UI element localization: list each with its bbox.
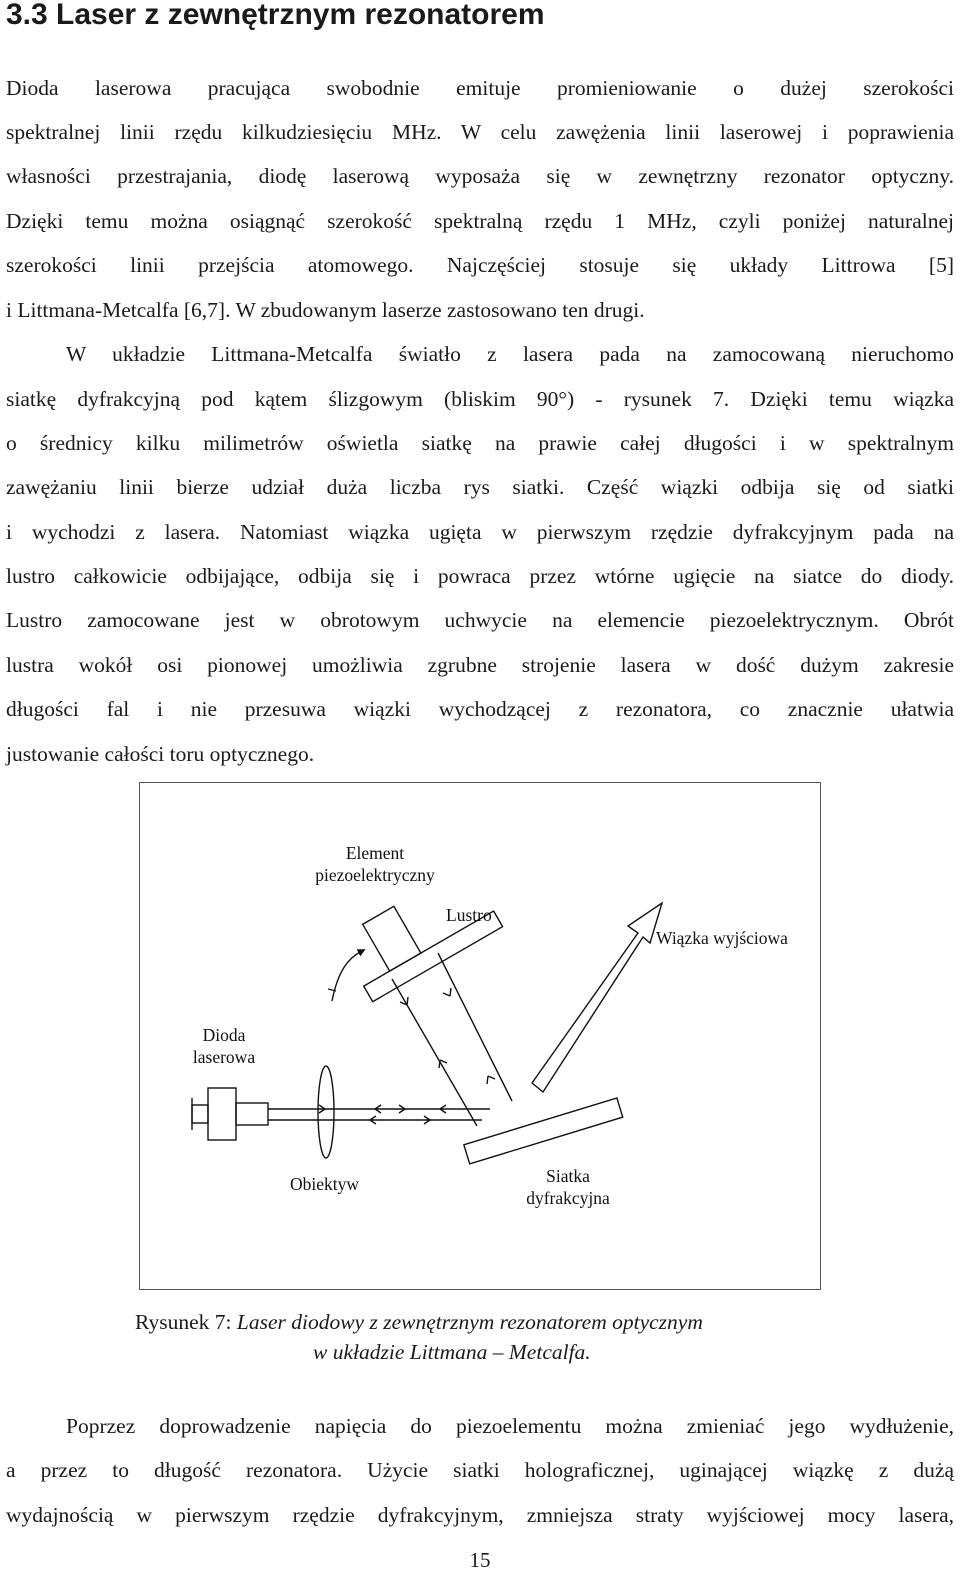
paragraph-2-line: lustra wokół osi pionowej umożliwia zgrubne strojenie lasera w dość dużym zakresie bbox=[6, 653, 954, 677]
figure-caption bbox=[135, 1309, 703, 1335]
piezo-element bbox=[363, 906, 421, 971]
label-element bbox=[291, 842, 459, 886]
caption-text-2: w układzie Littmana – Metcalfa. bbox=[313, 1340, 591, 1364]
label-grating bbox=[514, 1165, 622, 1209]
laser-diode bbox=[192, 1088, 268, 1140]
paragraph-2-line: o średnicy kilku milimetrów oświetla siatkę na prawie całej długości i w spektralnym bbox=[6, 431, 954, 455]
paragraph-1-line: spektralnej linii rzędu kilkudziesięciu MHz. W celu zawężenia linii laserowej i poprawienia bbox=[6, 120, 954, 144]
paragraph-1-line: Dzięki temu można osiągnąć szerokość spektralną rzędu 1 MHz, czyli poniżej naturalnej bbox=[6, 209, 954, 233]
label-diode bbox=[180, 1024, 268, 1068]
label-mirror: Lustro bbox=[446, 905, 492, 925]
figure-caption-line2 bbox=[313, 1339, 591, 1365]
paragraph-2-line: Lustro zamocowane jest w obrotowym uchwycie na elemencie piezoelektrycznym. Obrót bbox=[6, 608, 954, 632]
label-output-beam: Wiązka wyjściowa bbox=[656, 928, 788, 948]
paragraph-3-line: a przez to długość rezonatora. Użycie siatki holograficznej, uginającej wiązkę z dużą bbox=[6, 1458, 954, 1482]
label-grating-line2: dyfrakcyjna bbox=[526, 1188, 610, 1208]
paragraph-3-line: wydajnością w pierwszym rzędzie dyfrakcyjnym, zmniejsza straty wyjściowej mocy lasera, bbox=[6, 1503, 954, 1527]
figure-laser-setup bbox=[139, 782, 821, 1290]
label-objective: Obiektyw bbox=[290, 1174, 360, 1194]
paragraph-2-line: justowanie całości toru optycznego. bbox=[6, 742, 315, 766]
paragraph-2-line: siatkę dyfrakcyjną pod kątem ślizgowym (bliskim 90°) - rysunek 7. Dzięki temu wiązka bbox=[6, 387, 954, 411]
label-grating-line1: Siatka bbox=[546, 1166, 590, 1186]
paragraph-2-line: lustro całkowicie odbijające, odbija się i powraca przez wtórne ugięcie na siatce do diody. bbox=[6, 564, 954, 588]
output-beam bbox=[532, 903, 662, 1092]
paragraph-1-line: szerokości linii przejścia atomowego. Najczęściej stosuje się układy Littrowa [5] bbox=[6, 253, 954, 277]
diffraction-grating bbox=[464, 1098, 623, 1164]
rotation-arrow bbox=[332, 951, 362, 1001]
diode-beam bbox=[268, 1105, 490, 1124]
label-diode-line1: Dioda bbox=[202, 1025, 246, 1045]
paragraph-2-line: zawężaniu linii bierze udział duża liczba rys siatki. Część wiązki odbija się od siatki bbox=[6, 475, 954, 499]
page-number: 15 bbox=[469, 1548, 491, 1572]
paragraph-2-line: W układzie Littmana-Metcalfa światło z lasera pada na zamocowaną nieruchomo bbox=[66, 342, 954, 366]
label-element-line2: piezoelektryczny bbox=[315, 865, 435, 885]
paragraph-2-line: długości fal i nie przesuwa wiązki wychodzącej z rezonatora, co znacznie ułatwia bbox=[6, 697, 954, 721]
caption-text: Laser diodowy z zewnętrznym rezonatorem optycznym bbox=[236, 1310, 703, 1334]
paragraph-2-line: i wychodzi z lasera. Natomiast wiązka ugięta w pierwszym rzędzie dyfrakcyjnym pada na bbox=[6, 520, 954, 544]
paragraph-1-line: własności przestrajania, diodę laserową wyposaża się w zewnętrzny rezonator optyczny. bbox=[6, 164, 954, 188]
section-heading: 3.3 Laser z zewnętrznym rezonatorem bbox=[6, 0, 545, 31]
grating-mirror-beam bbox=[392, 953, 512, 1126]
label-element-line1: Element bbox=[345, 843, 405, 863]
caption-prefix: Rysunek 7: bbox=[135, 1310, 232, 1334]
paragraph-1-line: Dioda laserowa pracująca swobodnie emituje promieniowanie o dużej szerokości bbox=[6, 76, 954, 100]
paragraph-1-line: i Littmana-Metcalfa [6,7]. W zbudowanym laserze zastosowano ten drugi. bbox=[6, 298, 645, 322]
paragraph-3-line: Poprzez doprowadzenie napięcia do piezoelementu można zmieniać jego wydłużenie, bbox=[66, 1414, 954, 1438]
label-diode-line2: laserowa bbox=[192, 1047, 256, 1067]
